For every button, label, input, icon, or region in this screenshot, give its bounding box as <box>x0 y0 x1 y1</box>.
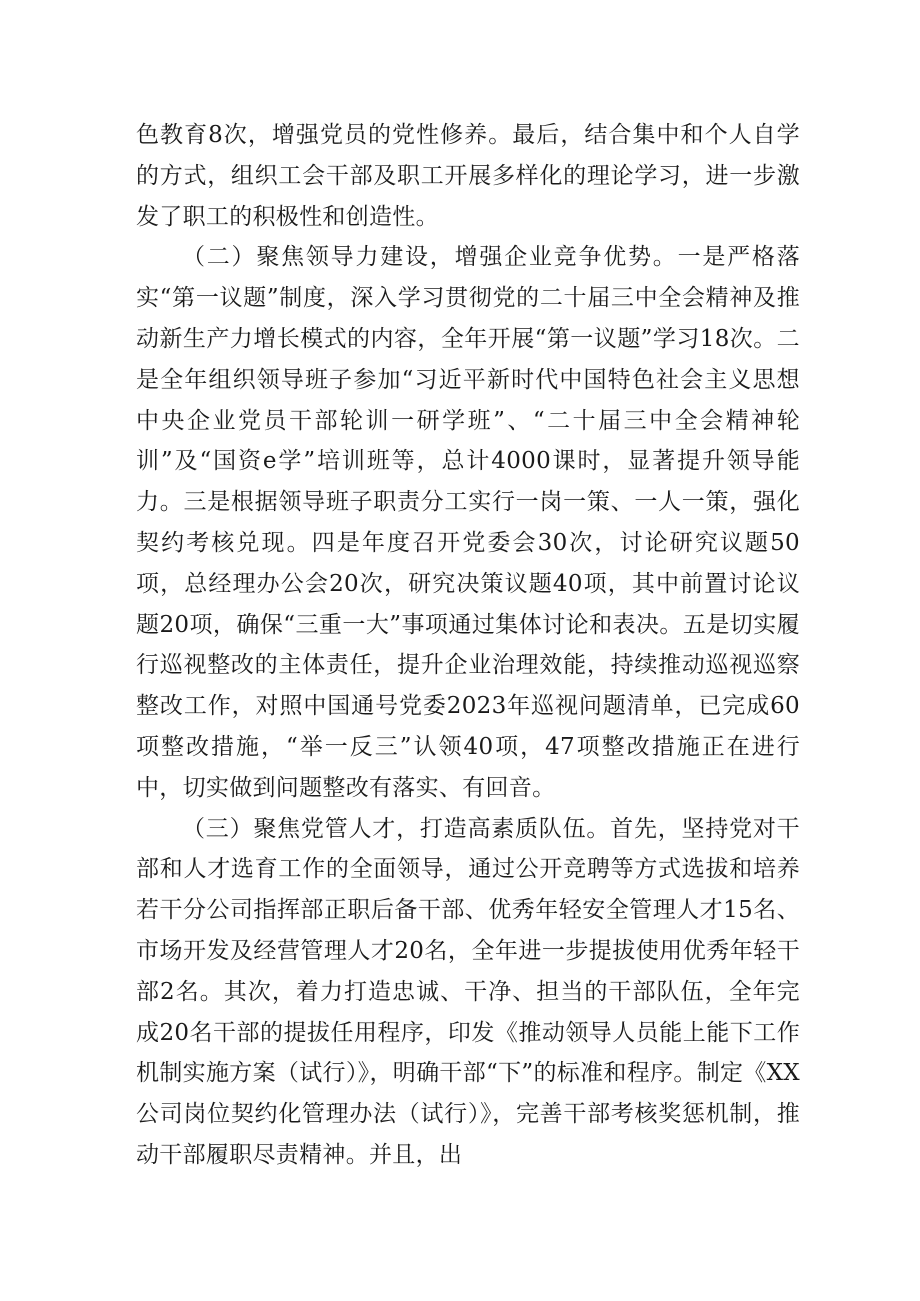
paragraph-section-3: （三）聚焦党管人才，打造高素质队伍。首先，坚持党对干部和人才选育工作的全面领导，通过公开竞聘等方式选拔和培养若干分公司指挥部正职后备干部、优秀年轻安全管理人才15名、市场开发及经营管理人才20名，全年进一步提拔使用优秀年轻干部2名。其次，着力打造忠诚、干净、担当的干部队伍，全年完成20名干部的提拔任用程序，印发《推动领导人员能上能下工作机制实施方案（试行）》，明确干部“下”的标准和程序。制定《XX公司岗位契约化管理办法（试行）》，完善干部考核奖惩机制，推动干部履职尽责精神。并且，出 <box>136 815 800 1168</box>
document-body <box>136 115 800 1176</box>
paragraph-continuation: 色教育8次，增强党员的党性修养。最后，结合集中和个人自学的方式，组织工会干部及职工开展多样化的理论学习，进一步激发了职工的积极性和创造性。 <box>136 122 800 230</box>
paragraph-section-2: （二）聚焦领导力建设，增强企业竞争优势。一是严格落实“第一议题”制度，深入学习贯彻党的二十届三中全会精神及推动新生产力增长模式的内容，全年开展“第一议题”学习18次。二是全年组织领导班子参加“习近平新时代中国特色社会主义思想中央企业党员干部轮训一研学班”、“二十届三中全会精神轮训”及“国资e学”培训班等，总计4000课时，显著提升领导能力。三是根据领导班子职责分工实行一岗一策、一人一策，强化契约考核兑现。四是年度召开党委会30次，讨论研究议题50项，总经理办公会20次，研究决策议题40项，其中前置讨论议题20项，确保“三重一大”事项通过集体讨论和表决。五是切实履行巡视整改的主体责任，提升企业治理效能，持续推动巡视巡察整改工作，对照中国通号党委2023年巡视问题清单，已完成60项整改措施，“举一反三”认领40项，47项整改措施正在进行中，切实做到问题整改有落实、有回音。 <box>136 244 800 801</box>
